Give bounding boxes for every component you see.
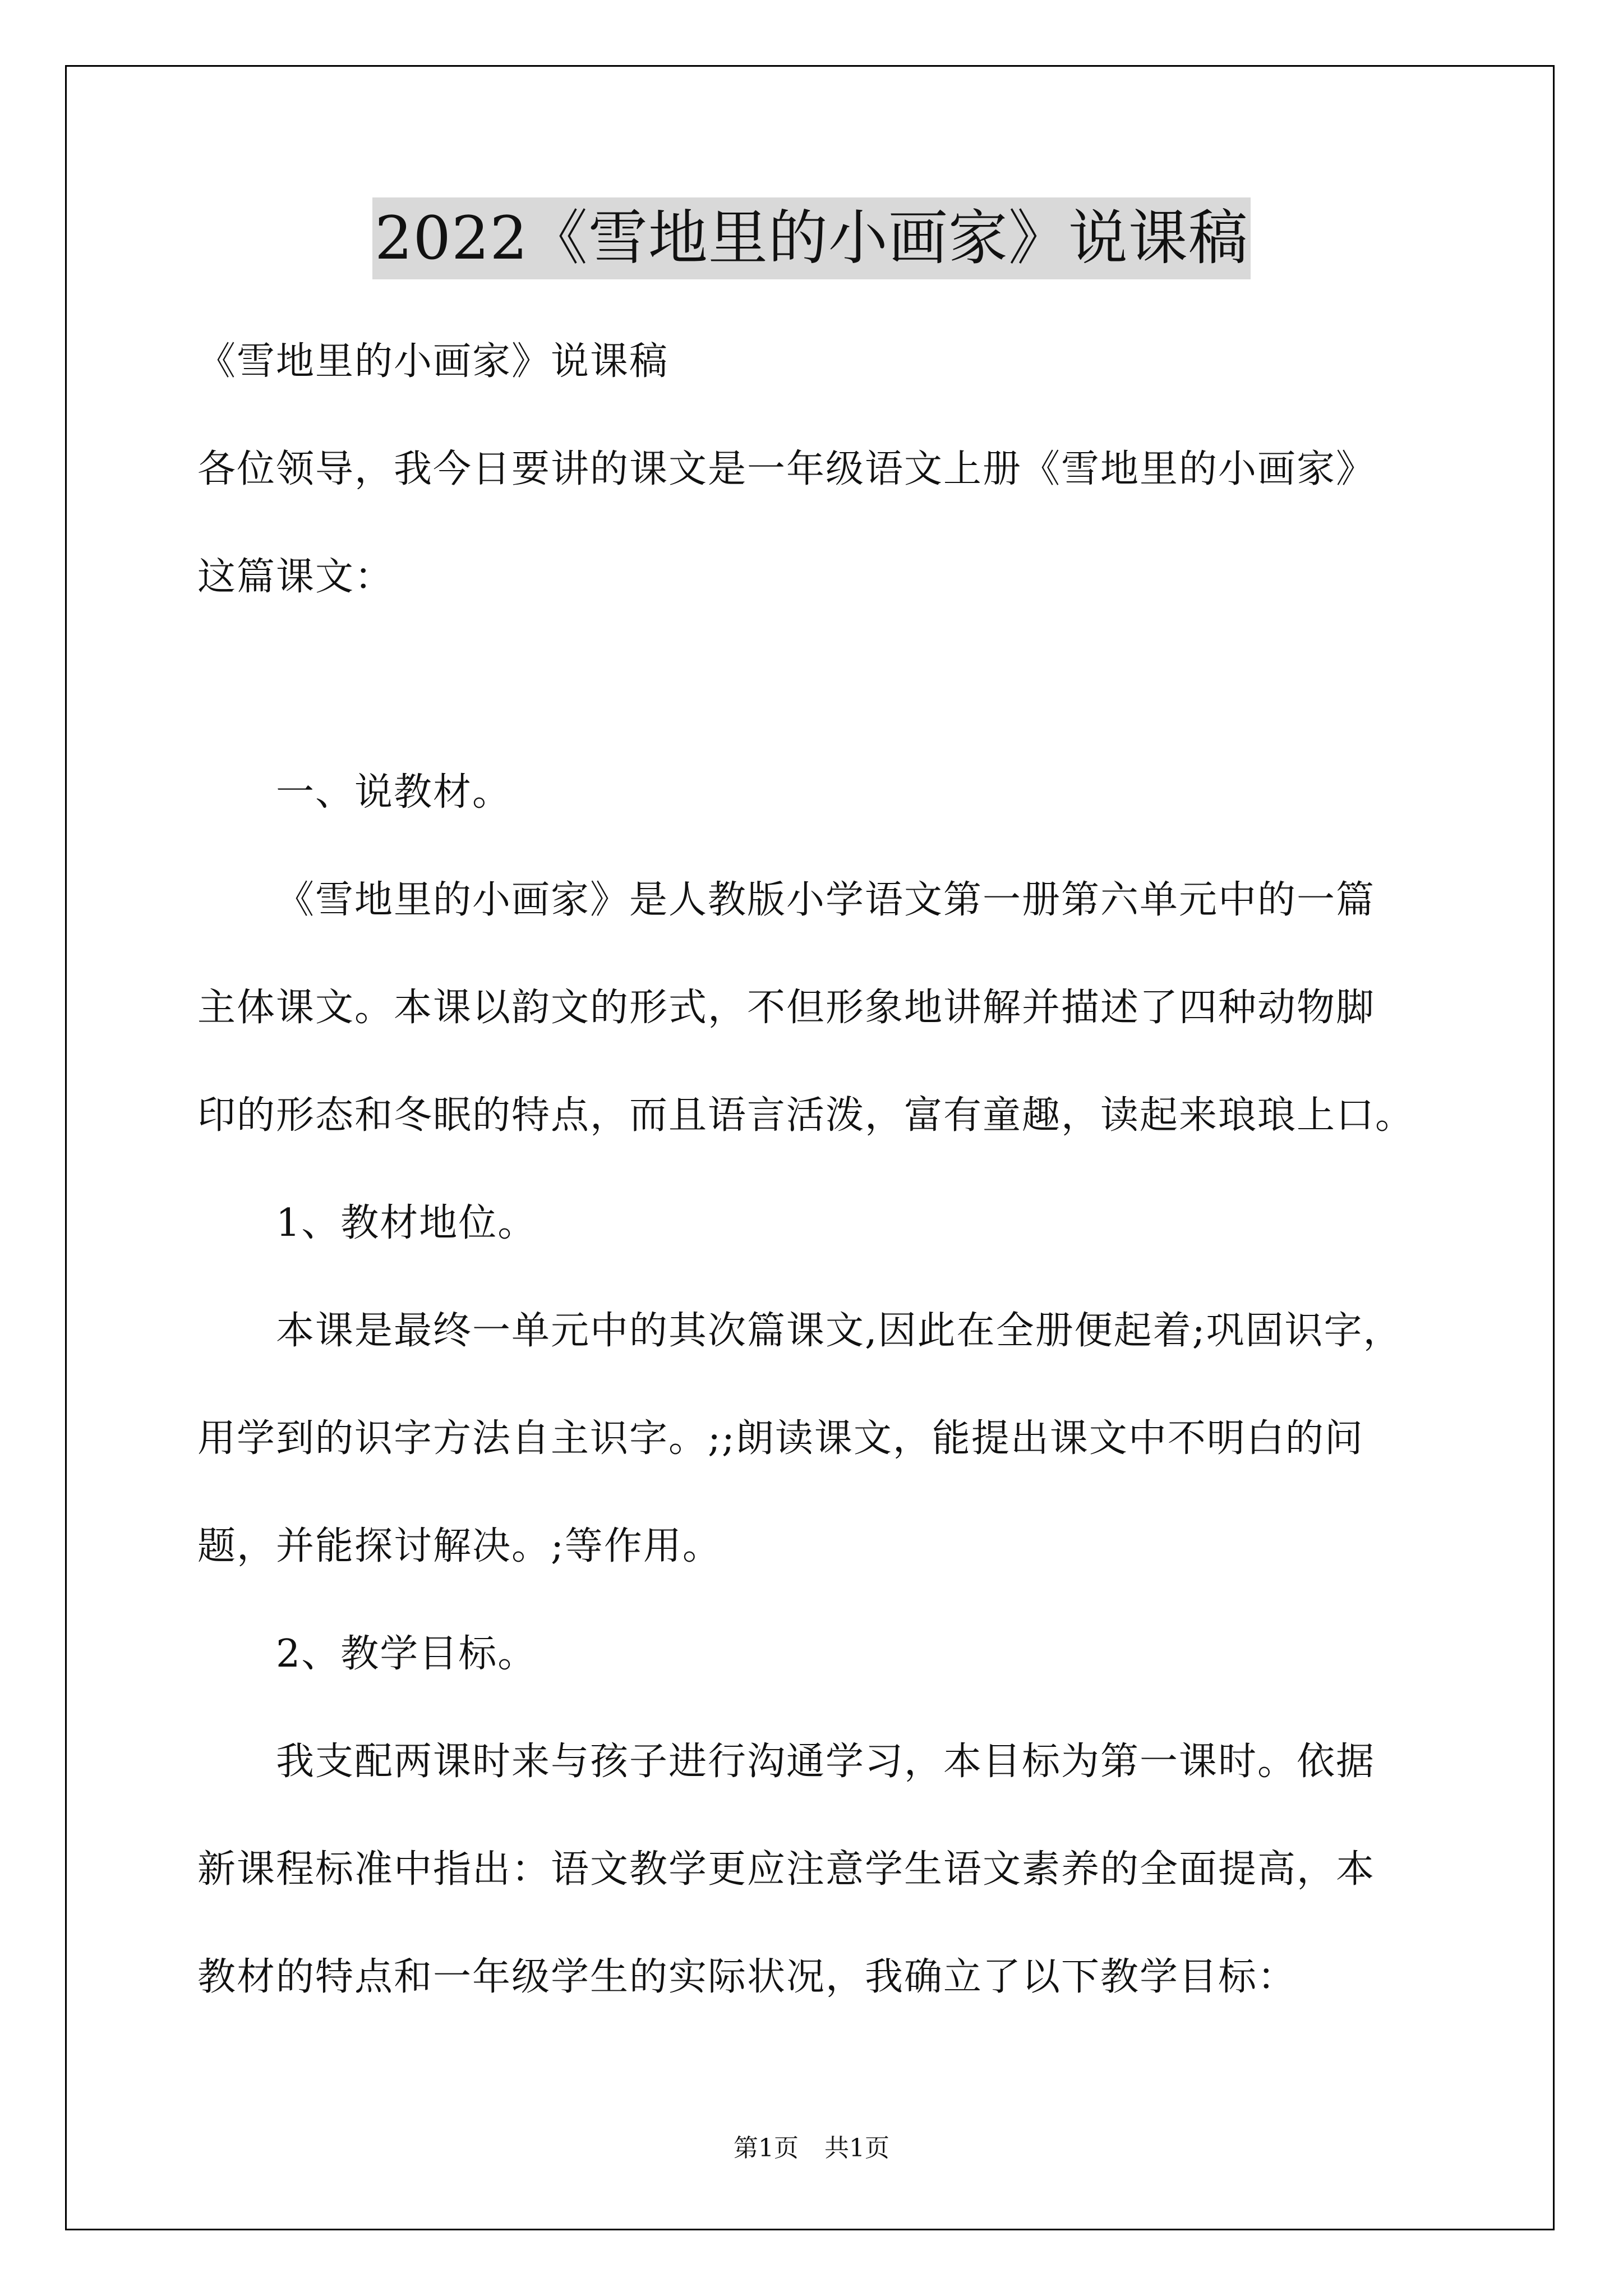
paragraph-line: 这篇课文： [197, 555, 394, 599]
page-border [65, 65, 1555, 2230]
page-footer [0, 2132, 1623, 2165]
page-number-current: 第1页 [734, 2134, 799, 2162]
paragraph-line: 各位领导，我今日要讲的课文是一年级语文上册《雪地里的小画家》 [197, 447, 1376, 491]
paragraph-line: 题，并能探讨解决。;等作用。 [197, 1524, 722, 1568]
paragraph-line: 新课程标准中指出：语文教学更应注意学生语文素养的全面提高，本 [197, 1847, 1376, 1892]
document-title: 2022《雪地里的小画家》说课稿 [372, 197, 1251, 279]
subsection-heading: 2、教学目标。 [276, 1632, 537, 1676]
paragraph-line: 我支配两课时来与孩子进行沟通学习，本目标为第一课时。依据 [276, 1740, 1376, 1784]
paragraph-line: 印的形态和冬眠的特点，而且语言活泼，富有童趣，读起来琅琅上口。 [197, 1093, 1415, 1138]
paragraph-line: 教材的特点和一年级学生的实际状况，我确立了以下教学目标： [197, 1955, 1297, 1999]
paragraph-line: 用学到的识字方法自主识字。;;朗读课文，能提出课文中不明白的问 [197, 1416, 1364, 1461]
paragraph-line: 《雪地里的小画家》说课稿 [197, 339, 669, 384]
paragraph-line: 《雪地里的小画家》是人教版小学语文第一册第六单元中的一篇 [276, 878, 1376, 922]
page-number-total: 共1页 [824, 2134, 889, 2162]
section-heading: 一、说教材。 [276, 770, 512, 815]
paragraph-line: 本课是最终一单元中的其次篇课文,因此在全册便起着;巩固识字， [276, 1309, 1403, 1353]
paragraph-line: 主体课文。本课以韵文的形式，不但形象地讲解并描述了四种动物脚 [197, 986, 1376, 1030]
title-wrap [0, 197, 1623, 279]
subsection-heading: 1、教材地位。 [276, 1201, 537, 1245]
